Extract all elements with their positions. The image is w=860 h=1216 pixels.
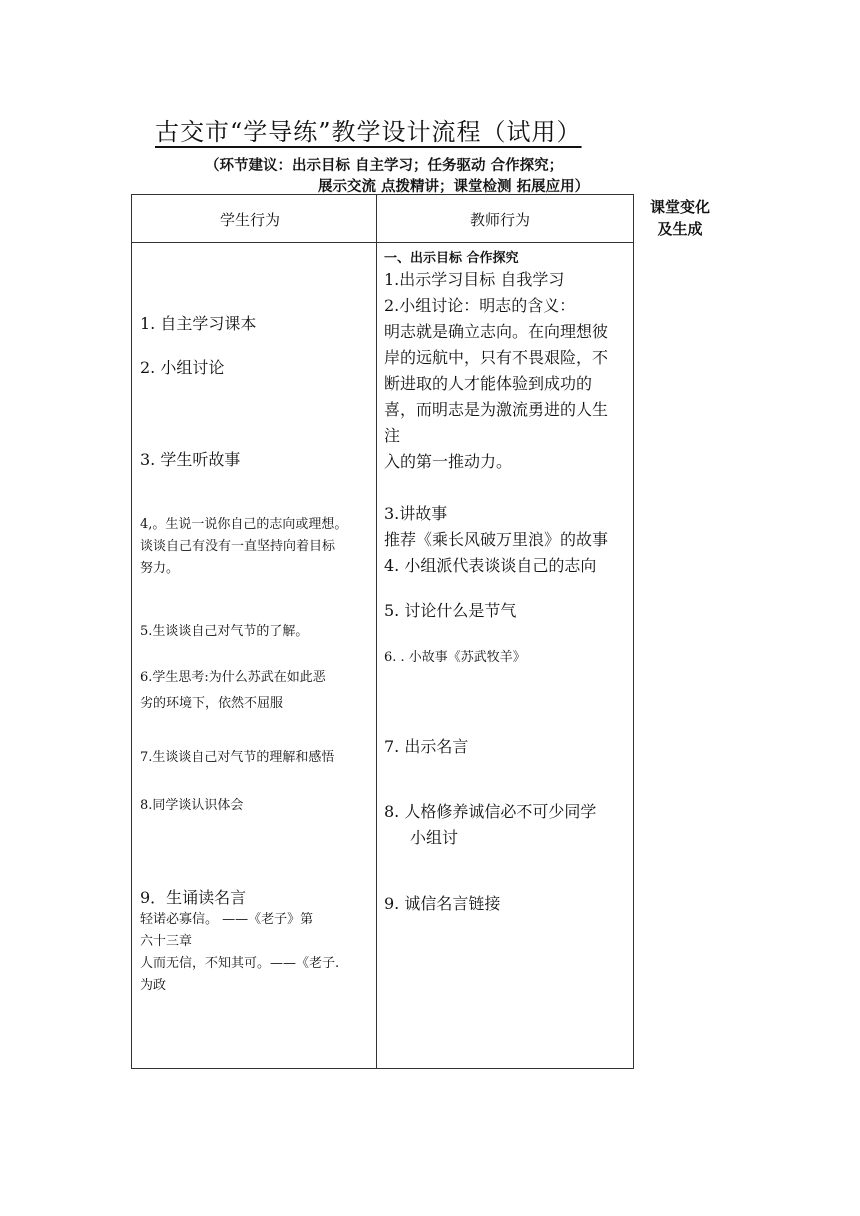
teacher-para-line-2: 岸的远航中，只有不畏艰险，不 (384, 348, 609, 367)
teacher-para-line-3: 断进取的人才能体验到成功的 (384, 374, 593, 393)
teacher-para-line-6: 入的第一推动力。 (384, 452, 513, 471)
student-step-4-line-1: 4,。生说一说你自己的志向或理想。 (140, 517, 348, 532)
teacher-para-line-1: 明志就是确立志向。在向理想彼 (384, 322, 609, 341)
teacher-step-6: 6. . 小故事《苏武牧羊》 (384, 650, 526, 665)
student-step-4-line-2: 谈谈自己有没有一直坚持向着目标 (140, 539, 336, 554)
student-step-8: 8.同学谈认识体会 (140, 798, 244, 813)
side-header-line-2: 及生成 (657, 220, 703, 238)
page-title: 古交市“学导练”教学设计流程（试用） (155, 118, 582, 146)
teacher-para-line-5: 注 (384, 426, 401, 445)
teacher-step-8 (384, 799, 596, 851)
teacher-intro-block (384, 267, 608, 475)
student-step-4 (140, 514, 347, 580)
lesson-table (131, 194, 634, 1069)
teacher-step-7: 7. 出示名言 (384, 737, 469, 756)
teacher-para-line-4: 喜，而明志是为激流勇进的人生 (384, 400, 609, 419)
teacher-step-3-block (384, 501, 608, 579)
quote-2-line-1: 人而无信，不知其可。——《老子. (140, 956, 340, 971)
teacher-step-3: 3.讲故事 (384, 504, 448, 523)
quote-1-line-2: 六十三章 (140, 934, 193, 949)
student-step-7: 7.生谈谈自己对气节的理解和感悟 (140, 750, 335, 765)
quote-list (140, 909, 339, 997)
student-column-header: 学生行为 (220, 211, 281, 229)
student-step-6-line-1: 6.学生思考:为什么苏武在如此恶 (140, 670, 326, 685)
student-step-9: 9．生诵读名言 (140, 888, 247, 907)
student-step-6 (140, 665, 326, 717)
student-step-4-line-3: 努力。 (140, 561, 180, 576)
teacher-step-2: 2.小组讨论：明志的含义： (384, 296, 576, 315)
student-step-5: 5.生谈谈自己对气节的了解。 (140, 624, 309, 639)
student-step-2: 2. 小组讨论 (140, 358, 225, 377)
header-divider (132, 242, 633, 243)
subtitle-line-1: （环节建议：出示目标 自主学习；任务驱动 合作探究； (205, 157, 564, 174)
teacher-step-8-line-1: 8. 人格修养诚信必不可少同学 (384, 802, 597, 821)
side-header-line-1: 课堂变化 (649, 198, 710, 216)
quote-1-line-1: 轻诺必寡信。 ——《老子》第 (140, 912, 314, 927)
quote-2-line-2: 为政 (140, 978, 167, 993)
teacher-step-5: 5. 讨论什么是节气 (384, 601, 517, 620)
teacher-column-header: 教师行为 (470, 211, 531, 229)
teacher-step-9: 9. 诚信名言链接 (384, 894, 501, 913)
teacher-section-heading: 一、出示目标 合作探究 (384, 251, 519, 266)
teacher-step-4: 4. 小组派代表谈谈自己的志向 (384, 556, 597, 575)
student-step-3: 3. 学生听故事 (140, 450, 241, 469)
student-step-1: 1. 自主学习课本 (140, 314, 257, 333)
subtitle-line-2: 展示交流 点拨精讲；课堂检测 拓展应用） (318, 178, 590, 195)
teacher-step-3-story: 推荐《乘长风破万里浪》的故事 (384, 530, 609, 549)
teacher-step-8-line-2: 小组讨 (410, 828, 459, 847)
side-column-header (642, 196, 718, 240)
column-divider (376, 195, 377, 1068)
teacher-step-1: 1.出示学习目标 自我学习 (384, 270, 565, 289)
student-step-6-line-2: 劣的环境下，依然不屈服 (140, 696, 284, 711)
